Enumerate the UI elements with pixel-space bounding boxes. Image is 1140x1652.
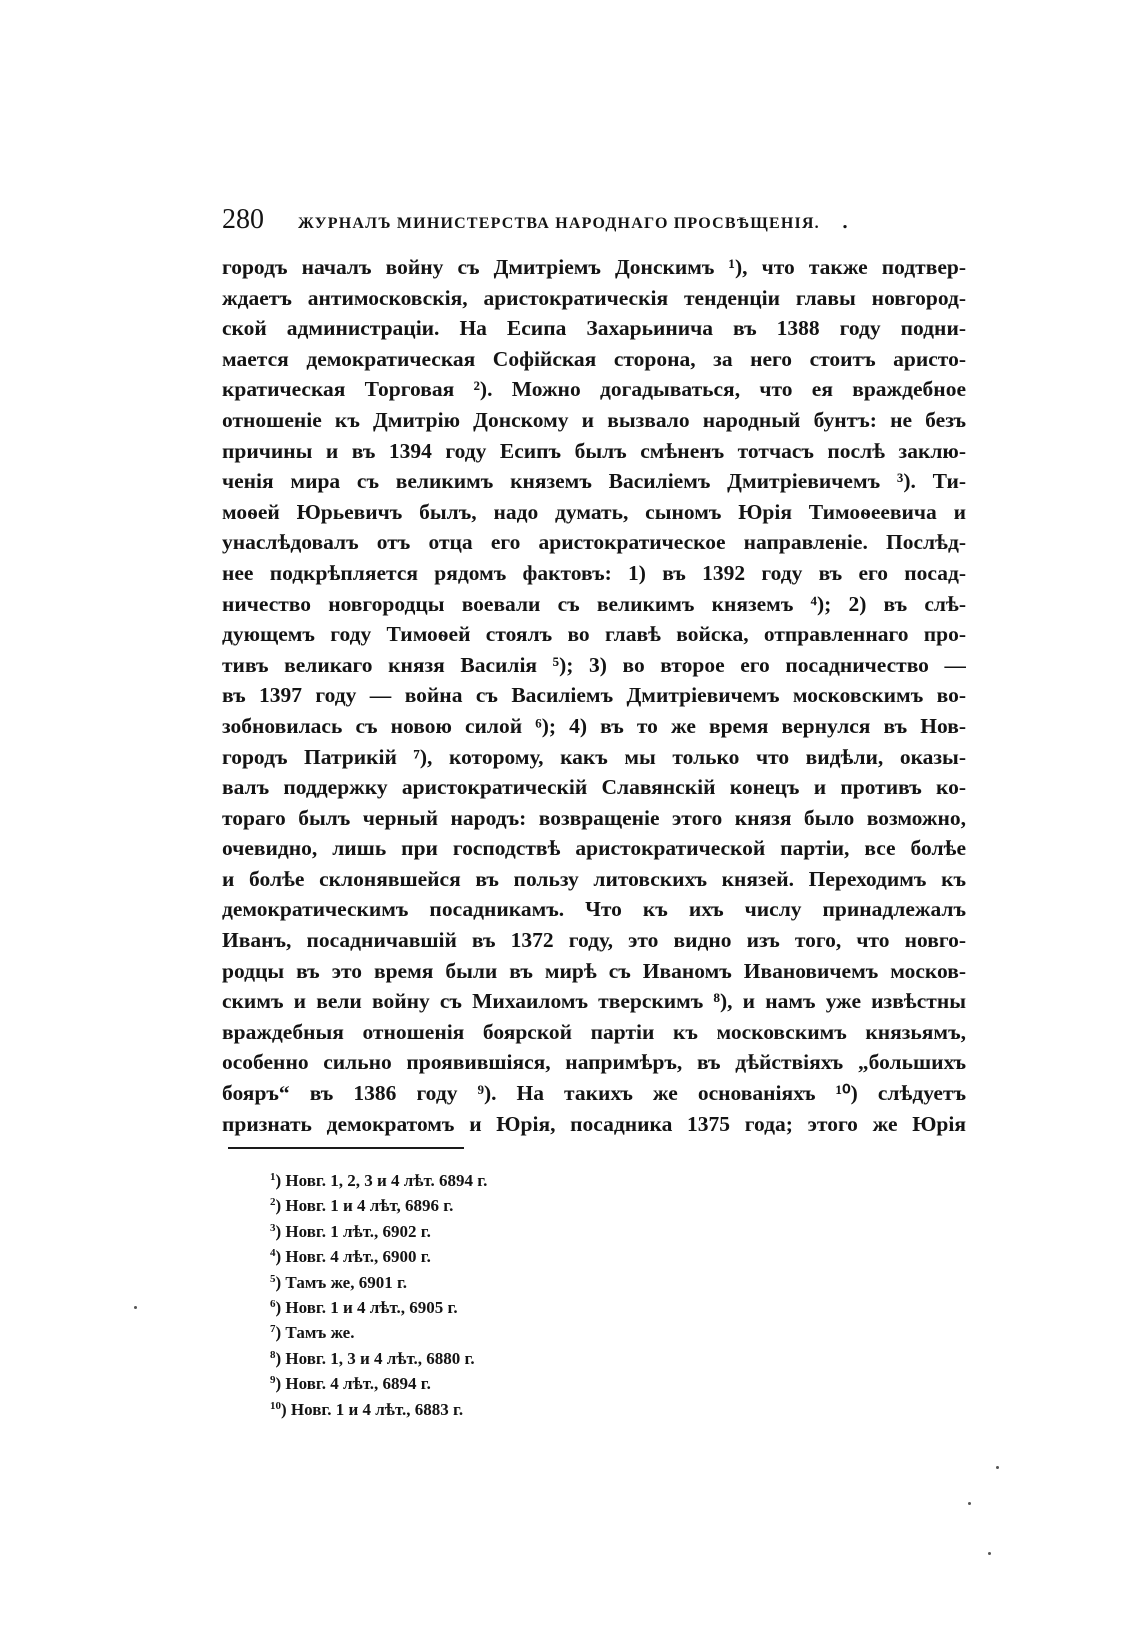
text-line: зобновилась съ новою силой ⁶); 4) въ то же время вернулся въ Нов-	[222, 713, 966, 738]
footnote-text: Новг. 1 и 4 лѣт., 6905 г.	[285, 1297, 458, 1317]
text-line: моѳей Юрьевичъ былъ, надо думать, сыномъ Юрія Тимоѳеевича и	[222, 499, 966, 524]
text-line: признать демократомъ и Юрія, посадника 1375 года; этого же Юрія	[222, 1111, 966, 1136]
footnote-text: Новг. 1, 2, 3 и 4 лѣт. 6894 г.	[285, 1171, 488, 1190]
footnote: $^{10}$) Новг. 1 и 4 лѣт., 6883 г.	[270, 1399, 464, 1419]
footnote-mark: 6	[270, 1297, 276, 1310]
footnote-mark: 3	[270, 1221, 276, 1234]
footnote-mark: 10	[270, 1399, 281, 1412]
footnote: $^9$) Новг. 4 лѣт., 6894 г.	[270, 1374, 431, 1394]
text-line: родцы въ это время были въ мирѣ съ Иваномъ Ивановичемъ москов-	[222, 958, 966, 983]
text-line: демократическимъ посадникамъ. Что къ ихъ числу принадлежалъ	[222, 897, 966, 922]
scan-speck	[996, 1466, 999, 1469]
text-line: унаслѣдовалъ отъ отца его аристократическое направленіе. Послѣд-	[222, 530, 966, 555]
text-line: ничество новгородцы воевали съ великимъ княземъ ⁴); 2) въ слѣ-	[222, 591, 966, 616]
scan-speck	[134, 1306, 137, 1309]
footnote-text: Новг. 1 и 4 лѣт., 6883 г.	[290, 1399, 464, 1419]
text-line: враждебныя отношенія боярской партіи къ московскимъ князьямъ,	[222, 1019, 966, 1044]
footnote-mark: 1	[270, 1171, 276, 1183]
running-header	[222, 204, 982, 238]
text-line: городъ Патрикій ⁷), которому, какъ мы только что видѣли, оказы-	[222, 744, 966, 769]
text-line: причины и въ 1394 году Есипъ былъ смѣненъ тотчасъ послѣ заклю-	[222, 438, 966, 463]
text-line: тивъ великаго князя Василія ⁵); 3) во второе его посадничество —	[222, 652, 966, 677]
footnote-mark: 5	[270, 1272, 276, 1285]
footnote: $^3$) Новг. 1 лѣт., 6902 г.	[270, 1221, 431, 1241]
footnote: $^6$) Новг. 1 и 4 лѣт., 6905 г.	[270, 1297, 458, 1317]
running-title: ЖУРНАЛЪ МИНИСТЕРСТВА НАРОДНАГО ПРОСВѢЩЕНІЯ.	[298, 215, 820, 232]
text-line: валъ поддержку аристократическій Славянскій конецъ и противъ ко-	[222, 775, 966, 800]
footnote-text: Новг. 1, 3 и 4 лѣт., 6880 г.	[285, 1348, 475, 1368]
text-line: Иванъ, посадничавшій въ 1372 году, это видно изъ того, что новго-	[222, 928, 966, 953]
header-trailing-mark: .	[841, 212, 849, 233]
text-line: и болѣе склонявшейся въ пользу литовскихъ князей. Переходимъ къ	[222, 866, 966, 891]
text-line: мается демократическая Софійская сторона, за него стоитъ аристо-	[222, 346, 966, 371]
text-line: дующемъ году Тимоѳей стоялъ во главѣ войска, отправленнаго про-	[222, 622, 966, 647]
footnotes	[270, 1165, 670, 1419]
footnote: $^2$) Новг. 1 и 4 лѣт, 6896 г.	[270, 1196, 454, 1216]
footnote-text: Тамъ же.	[285, 1323, 355, 1343]
text-line: бояръ“ въ 1386 году ⁹). На такихъ же основаніяхъ ¹⁰) слѣдуетъ	[222, 1081, 966, 1106]
footnote-mark: 9	[270, 1374, 276, 1387]
footnote: $^1$) Новг. 1, 2, 3 и 4 лѣт. 6894 г.	[270, 1171, 488, 1190]
footnote-text: Новг. 1 лѣт., 6902 г.	[285, 1221, 431, 1241]
footnote-mark: 8	[270, 1348, 276, 1361]
footnote: $^8$) Новг. 1, 3 и 4 лѣт., 6880 г.	[270, 1348, 475, 1368]
footnote-text: Новг. 4 лѣт., 6894 г.	[285, 1374, 431, 1394]
text-line: городъ началъ войну съ Дмитріемъ Донскимъ ¹), что также подтвер-	[222, 255, 966, 279]
text-line: особенно сильно проявившіяся, напримѣръ, въ дѣйствіяхъ „большихъ	[222, 1050, 966, 1075]
text-line: ченія мира съ великимъ княземъ Василіемъ Дмитріевичемъ ³). Ти-	[222, 469, 966, 494]
text-line: скимъ и вели войну съ Михаиломъ тверскимъ ⁸), и намъ уже извѣстны	[222, 989, 966, 1014]
footnote-mark: 2	[270, 1196, 276, 1209]
footnote-text: Новг. 4 лѣт., 6900 г.	[285, 1247, 431, 1267]
footnote-mark: 7	[270, 1323, 276, 1336]
footnote-text: Новг. 1 и 4 лѣт, 6896 г.	[285, 1196, 454, 1216]
scan-speck	[968, 1502, 971, 1505]
text-line: кратическая Торговая ²). Можно догадываться, что ея враждебное	[222, 377, 966, 402]
page-number: 280	[222, 204, 264, 235]
text-line: очевидно, лишь при господствѣ аристократической партіи, все болѣе	[222, 836, 966, 861]
text-line: ской администраціи. На Есипа Захарьинича въ 1388 году подни-	[222, 316, 966, 341]
footnote: $^4$) Новг. 4 лѣт., 6900 г.	[270, 1247, 431, 1267]
scan-speck	[988, 1552, 991, 1555]
text-line: тораго былъ черный народъ: возвращеніе этого князя было возможно,	[222, 805, 966, 830]
text-line: въ 1397 году — война съ Василіемъ Дмитріевичемъ московскимъ во-	[222, 683, 966, 708]
footnote-text: Тамъ же, 6901 г.	[285, 1272, 408, 1292]
footnote: $^5$) Тамъ же, 6901 г.	[270, 1272, 408, 1292]
text-line: отношеніе къ Дмитрію Донскому и вызвало народный бунтъ: не безъ	[222, 407, 966, 432]
footnote-mark: 4	[270, 1247, 276, 1260]
text-line: ждаетъ антимосковскія, аристократическія тенденціи главы новгород-	[222, 285, 966, 310]
text-line: нее подкрѣпляется рядомъ фактовъ: 1) въ 1392 году въ его посад-	[222, 560, 966, 585]
main-text	[222, 252, 966, 1139]
footnote-separator	[228, 1147, 464, 1149]
footnote: $^7$) Тамъ же.	[270, 1323, 355, 1343]
